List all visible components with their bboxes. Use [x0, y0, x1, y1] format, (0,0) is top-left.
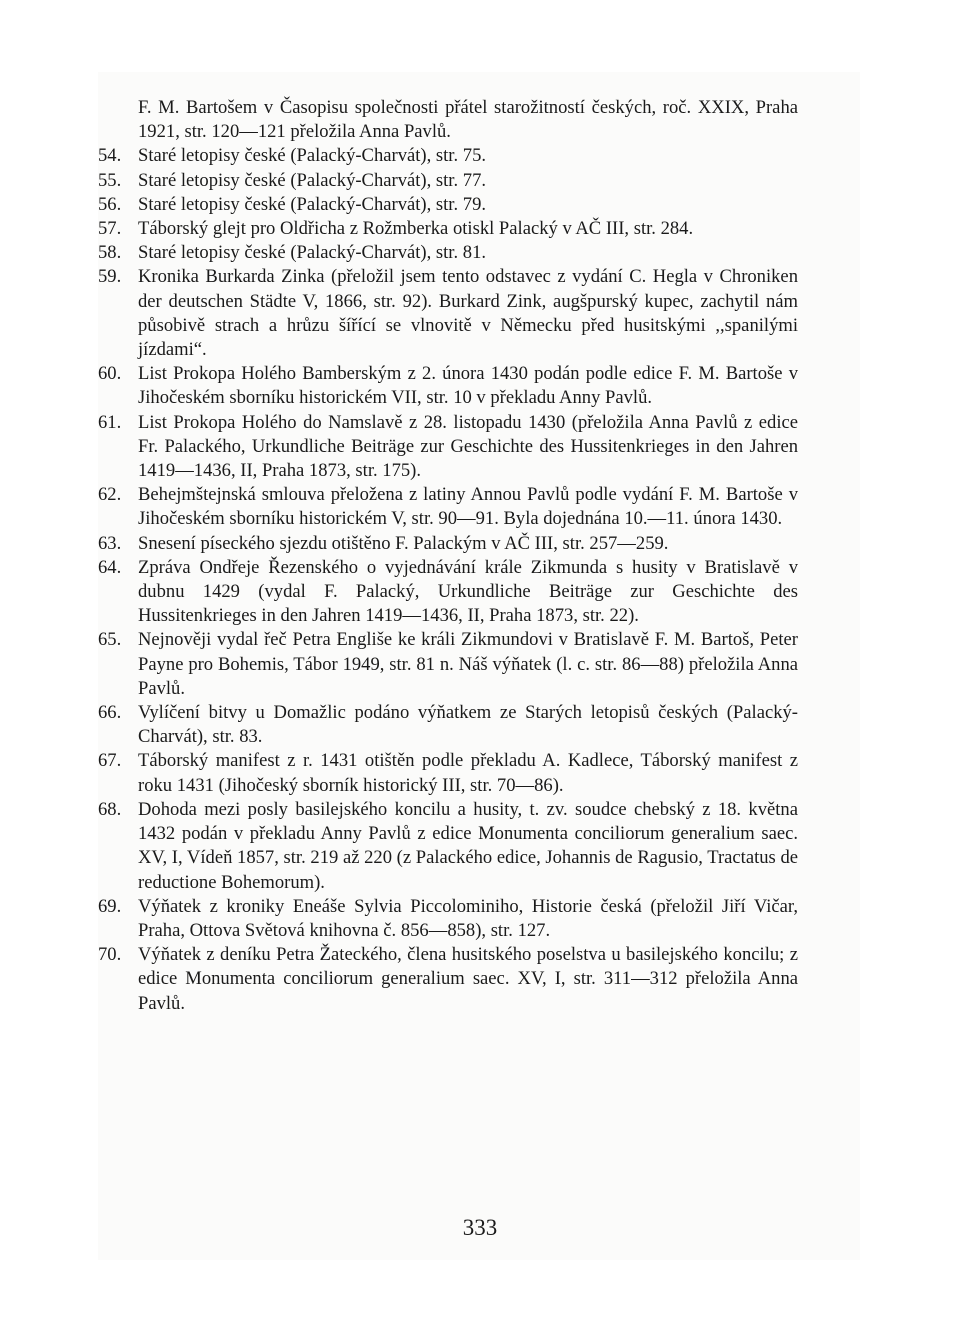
endnote-62 [98, 483, 798, 531]
endnote-text: List Prokopa Holého Bamberským z 2. února 1430 podán podle edice F. M. Bartoše v Jihočeském sborníku historickém VII, str. 10 v překladu Anny Pavlů. [138, 363, 798, 409]
endnote-54 [98, 144, 798, 168]
endnote-number: 70. [98, 944, 122, 966]
endnote-number: 58. [98, 242, 122, 264]
endnote-text: Kronika Burkarda Zinka (přeložil jsem tento odstavec z vydání C. Hegla v Chroniken der deutschen Städte V, 1866, str. 92). Burkard Zink, augšpurský kupec, zachytil nám působivě strach a hrůzu šířící se vlnovitě v Německu před husitskými ,,spanilými jízdami“. [138, 266, 798, 361]
endnote-61 [98, 411, 798, 484]
endnote-text: Staré letopisy české (Palacký-Charvát), str. 77. [138, 169, 487, 191]
endnote-69 [98, 895, 798, 943]
endnote-70 [98, 943, 798, 1016]
endnote-text: Zpráva Ondřeje Řezenského o vyjednávání krále Zikmunda s husity v Bratislavě v dubnu 1429 (vydal F. Palacký, Urkundliche Beiträge zur Geschichte des Hussitenkrieges in den Jahren 1419—1436, II, Praha 1873, str. 22). [138, 556, 798, 627]
endnote-number: 62. [98, 484, 122, 506]
endnote-67 [98, 749, 798, 797]
endnote-text: Behejmštejnská smlouva přeložena z latiny Annou Pavlů podle vydání F. M. Bartoše v Jihočeském sborníku historickém V, str. 90—91. Byla dojednána 10.—11. února 1430. [138, 484, 798, 530]
endnote-number: 60. [98, 363, 122, 385]
endnote-64 [98, 556, 798, 629]
endnote-57 [98, 217, 798, 241]
endnote-66 [98, 701, 798, 749]
endnote-number: 63. [98, 532, 122, 554]
endnote-text: Snesení píseckého sjezdu otištěno F. Palackým v AČ III, str. 257—259. [138, 532, 669, 554]
endnotes-list [98, 96, 798, 1016]
endnote-59 [98, 265, 798, 362]
endnote-text: Táborský glejt pro Oldřicha z Rožmberka otiskl Palacký v AČ III, str. 284. [138, 218, 694, 240]
endnote-60 [98, 362, 798, 410]
endnote-number: 68. [98, 798, 122, 820]
endnote-number: 56. [98, 193, 122, 215]
endnote-text: Táborský manifest z r. 1431 otištěn podle překladu A. Kadlece, Táborský manifest z roku 1431 (Jihočeský sborník historický III, str. 70—86). [138, 750, 798, 796]
endnote-number: 59. [98, 266, 122, 288]
endnote-number: 69. [98, 895, 122, 917]
endnote-number: 57. [98, 218, 122, 240]
endnote-number: 61. [98, 411, 122, 433]
endnote-63 [98, 532, 798, 556]
endnote-55 [98, 169, 798, 193]
endnote-text: Výňatek z deníku Petra Žateckého, člena husitského poselstva u basilejského koncilu; z edice Monumenta conciliorum generalium saec. XV, I, str. 311—312 přeložila Anna Pavlů. [138, 944, 798, 1014]
endnote-68 [98, 798, 798, 895]
endnote-number: 54. [98, 145, 122, 167]
endnote-text: F. M. Bartošem v Časopisu společnosti přátel starožitností českých, roč. XXIX, Praha 1921, str. 120—121 přeložila Anna Pavlů. [138, 97, 798, 143]
endnote-text: List Prokopa Holého do Namslavě z 28. listopadu 1430 (přeložila Anna Pavlů z edice Fr. Palackého, Urkundliche Beiträge zur Geschichte des Hussitenkrieges in den Jahren 1419—1436, II, Praha 1873, str. 175). [138, 411, 798, 482]
endnote-text: Nejnověji vydal řeč Petra Engliše ke králi Zikmundovi v Bratislavě F. M. Bartoš, Peter Payne pro Bohemis, Tábor 1949, str. 81 n. Náš výňatek (l. c. str. 86—88) přeložila Anna Pavlů. [138, 629, 798, 699]
endnote-number: 64. [98, 556, 122, 578]
endnote-text: Staré letopisy české (Palacký-Charvát), str. 81. [138, 242, 487, 264]
endnote-text: Staré letopisy české (Palacký-Charvát), str. 79. [138, 193, 487, 215]
endnote-number: 65. [98, 629, 122, 651]
endnote-text: Staré letopisy české (Palacký-Charvát), str. 75. [138, 145, 487, 167]
endnote-text: Vylíčení bitvy u Domažlic podáno výňatkem ze Starých letopisů českých (Palacký-Charvát), str. 83. [138, 702, 798, 748]
endnote-text: Dohoda mezi posly basilejského koncilu a husity, t. zv. soudce chebský z 18. května 1432 podán v překladu Anny Pavlů z edice Monumenta conciliorum generalium saec. XV, I, Vídeň 1857, str. 219 až 220 (z Palackého edice, Johannis de Ragusio, Tractatus de reductione Bohemorum). [138, 798, 798, 893]
endnote-text: Výňatek z kroniky Eneáše Sylvia Piccolominiho, Historie česká (přeložil Jiří Vičar, Praha, Ottova Světová knihovna č. 856—858), str. 127. [138, 895, 798, 941]
endnote-58 [98, 241, 798, 265]
endnote-number: 67. [98, 750, 122, 772]
endnote-56 [98, 193, 798, 217]
endnote-number: 66. [98, 702, 122, 724]
endnote-number: 55. [98, 169, 122, 191]
endnote-65 [98, 628, 798, 701]
page-number: 333 [462, 1215, 498, 1240]
endnote-continued [98, 96, 798, 144]
